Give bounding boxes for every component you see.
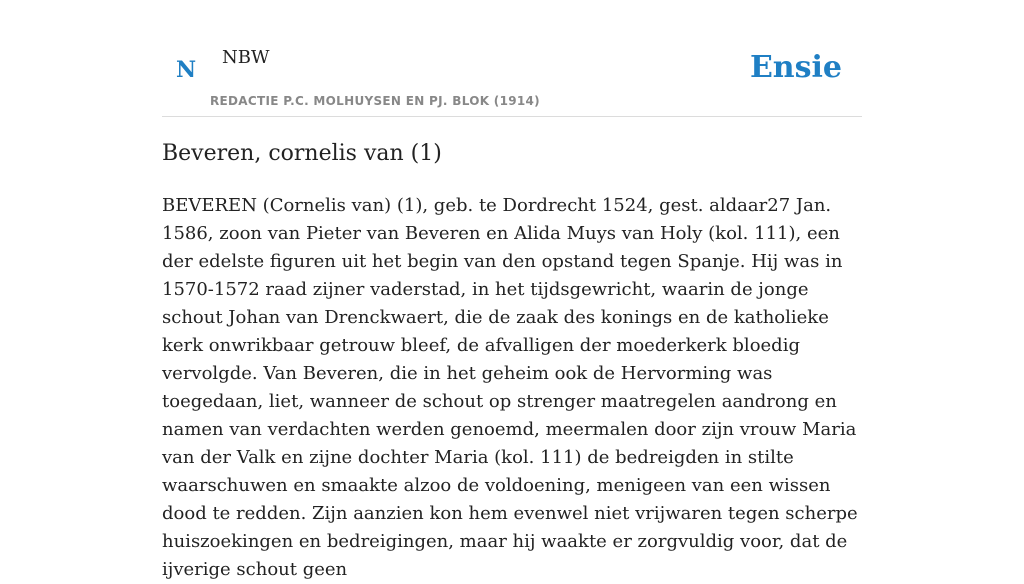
source-name[interactable]: NBW bbox=[222, 47, 270, 68]
article-body: BEVEREN (Cornelis van) (1), geb. te Dordrecht 1524, gest. aldaar27 Jan. 1586, zoon van Pieter van Beveren en Alida Muys van Holy (kol. 111), een der edelste figuren uit het begin van den opstand tegen Spanje. Hij was in 1570-1572 raad zijner vaderstad, in het tijdsgewricht, waarin de jonge schout Johan van Drenckwaert, die de zaak des konings en de katholieke kerk onwrikbaar getrouw bleef, de afvalligen der moederkerk bloedig vervolgde. Van Beveren, die in het geheim ook de Hervorming was toegedaan, liet, wanneer de schout op strenger maatregelen aandrong en namen van verdachten werden genoemd, meermalen door zijn vrouw Maria van der Valk en zijne dochter Maria (kol. 111) de bedreigden in stilte waarschuwen en smaakte alzoo de voldoening, menigeen van een wissen dood te redden. Zijn aanzien kon hem evenwel niet vrijwaren tegen scherpe huiszoekingen en bedreigingen, maar hij waakte er zorgvuldig voor, dat de ijverige schout geen bbox=[162, 195, 858, 580]
article-title: Beveren, cornelis van (1) bbox=[162, 141, 442, 166]
header bbox=[162, 0, 862, 117]
source-subtitle: REDACTIE P.C. MOLHUYSEN EN PJ. BLOK (1914) bbox=[210, 94, 540, 108]
source-logo-icon[interactable]: N bbox=[176, 57, 197, 83]
page-container bbox=[162, 0, 862, 580]
ensie-logo[interactable]: Ensie bbox=[749, 50, 842, 85]
